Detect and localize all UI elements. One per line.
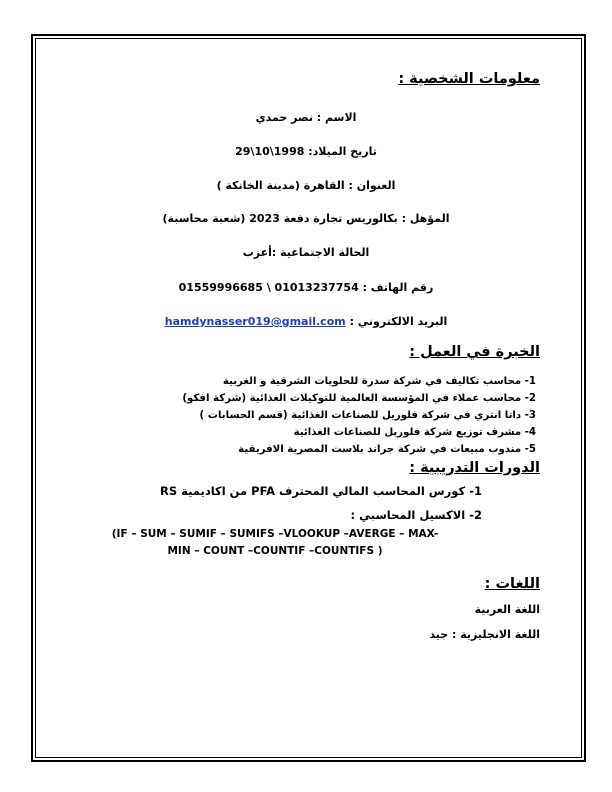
- course-item: 1- كورس المحاسب المالي المحترف PFA من اكاديمية RS: [159, 484, 482, 498]
- birthdate-line: تاريخ الميلاد: 1998\10\29: [235, 145, 377, 158]
- experience-heading: الخبرة في العمل :: [409, 344, 540, 360]
- address-line: العنوان : القاهرة (مدينة الخانكة ): [216, 179, 396, 192]
- language-item: اللغة الانجليزية : جيد: [429, 628, 540, 641]
- personal-info-heading: معلومات الشخصية :: [398, 71, 540, 87]
- experience-item: 4- مشرف توزيع شركة فلوريل للصناعات الغذائية: [293, 427, 536, 438]
- qualification-line: المؤهل : بكالوريس تجارة دفعة 2023 (شعبة محاسبة): [162, 212, 450, 225]
- excel-functions-list: [60, 526, 490, 560]
- languages-heading: اللغات :: [484, 576, 540, 592]
- email-label: البريد الالكتروني :: [349, 315, 448, 328]
- experience-item: 1- محاسب تكاليف في شركة سدرة للحلويات الشرقية و الغربية: [222, 376, 536, 387]
- experience-item: 3- داتا انتري في شركة فلوريل للصناعات الغذائية (قسم الحسابات ): [199, 410, 536, 421]
- course-item: 2- الاكسيل المحاسبي :: [350, 508, 482, 522]
- language-item: اللغة العربية: [474, 603, 540, 616]
- name-line: الاسم : نصر حمدي: [255, 111, 357, 124]
- phone-line: رقم الهاتف : 01013237754 \ 01559996685: [178, 281, 434, 294]
- excel-functions-line: (IF – SUM – SUMIF – SUMIFS –VLOOKUP –AVERGE – MAX-: [111, 528, 439, 540]
- email-line: [70, 315, 542, 328]
- experience-item: 2- محاسب عملاء في المؤسسة العالمية للتوكيلات الغذائية (شركة افكو): [182, 393, 536, 404]
- marital-status-line: الحالة الاجتماعية :أعزب: [242, 246, 370, 259]
- email-link[interactable]: hamdynasser019@gmail.com: [164, 315, 346, 328]
- excel-functions-line: MIN – COUNT –COUNTIF –COUNTIFS ): [167, 545, 383, 557]
- courses-heading: الدورات التدريبية :: [409, 460, 540, 476]
- experience-item: 5- مندوب مبيعات في شركة جراند بلاست المصرية الافريقية: [238, 444, 536, 455]
